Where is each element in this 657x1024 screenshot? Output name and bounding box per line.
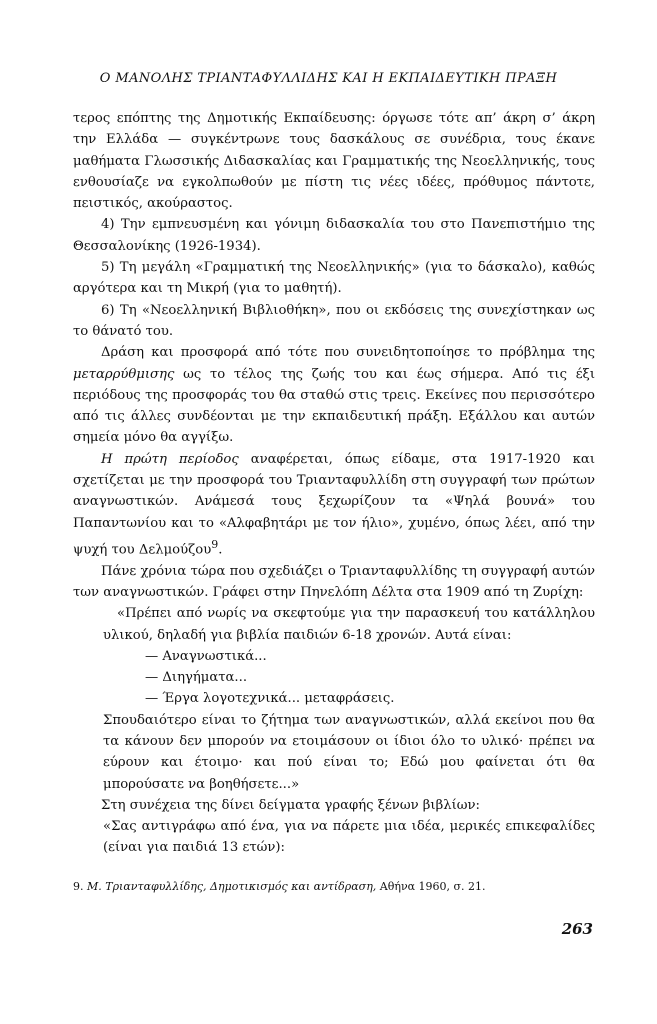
paragraph [73,449,595,561]
paragraph-text: αναφέρεται, όπως είδαμε, στα 1917-1920 και σχετίζεται με την προσφορά του Τριανταφυλλίδη στη συγγραφή των πρώτων αναγνωστικών. Ανάμεσά τους ξεχωρίζουν τα «Ψηλά βουνά» του Παπαντωνίου και το «Αλφαβητάρι με τον ήλιο», χυμένο, όπως λέει, από την ψυχή του Δελμούζου [73,451,595,558]
quote-dash-item: — Αναγνωστικά... [145,648,267,664]
list-item-4: 4) Την εμπνευσμένη και γόνιμη διδασκαλία του στο Πανεπιστήμιο της Θεσσαλονίκης (1926-1934). [73,217,595,254]
footnote-details: Αθήνα 1960, σ. 21. [379,880,486,893]
quote-paragraph: Σπουδαιότερο είναι το ζήτημα των αναγνωστικών, αλλά εκείνοι που θα τα κάνουν δεν μπορούν να ετοιμάσουν οι ίδιοι όλο το υλικό· πρέπει να εύρουν και έτοιμο· και πού είναι το; Εδώ μου φαίνεται ότι θα μπορούσατε να βοηθήσετε...» [103,712,595,792]
footnote-author: Μ. Τριανταφυλλίδης, [87,880,207,893]
footnote-title: Δημοτικισμός και αντίδραση, [210,880,377,893]
running-header: Ο ΜΑΝΟΛΗΣ ΤΡΙΑΝΤΑΦΥΛΛΙΔΗΣ ΚΑΙ Η ΕΚΠΑΙΔΕΥΤΙΚΗ ΠΡΑΞΗ [99,71,558,86]
list-item-6: 6) Τη «Νεοελληνική Βιβλιοθήκη», που οι εκδόσεις της συνεχίστηκαν ως το θάνατό του. [73,302,595,339]
list-item-5: 5) Τη μεγάλη «Γραμματική της Νεοελληνικής» (για το δάσκαλο), καθώς αργότερα και τη Μικρή (για το μαθητή). [73,260,595,297]
paragraph-text: Δράση και προσφορά από τότε που συνειδητοποίησε το πρόβλημα της [101,345,595,361]
quote-dash-item: — Διηγήματα... [145,670,248,686]
paragraph: Πάνε χρόνια τώρα που σχεδιάζει ο Τριανταφυλλίδης τη συγγραφή αυτών των αναγνωστικών. Γράφει στην Πηνελόπη Δέλτα στα 1909 από τη Ζυρίχη: [73,563,595,600]
body-text [73,108,595,859]
emphasis-text: μεταρρύθμισης [73,366,175,382]
page-number: 263 [561,920,593,938]
paragraph: τερος επόπτης της Δημοτικής Εκπαίδευσης: όργωσε τότε απ’ άκρη σ’ άκρη την Ελλάδα — συγκέντρωνε τους δασκάλους σε συνέδρια, τους έκανε μαθήματα Γλωσσικής Διδασκαλίας και Γραμματικής της Νεοελληνικής, τους ενθουσίαζε να εγκολπωθούν με πίστη τις νέες ιδέες, πρόθυμος πάντοτε, πειστικός, ακούραστος. [73,111,595,212]
quote-dash-item: — Έργα λογοτεχνικά... μεταφράσεις. [145,691,395,707]
paragraph [73,342,595,448]
emphasis-text: Η πρώτη περίοδος [101,451,239,467]
footnote-number: 9. [73,880,84,893]
quote-paragraph: «Σας αντιγράφω από ένα, για να πάρετε μια ιδέα, μερικές επικεφαλίδες (είναι για παιδιά 13 ετών): [103,819,595,856]
footnote [73,880,595,893]
paragraph-text: . [218,542,223,558]
paragraph-text: ως το τέλος της ζωής του και έως σήμερα. Από τις έξι περιόδους της προσφοράς του θα σταθώ στις τρεις. Εκείνες που περισσότερο από τις άλλες συνδέονται με την εκπαιδευτική πράξη. Εξάλλου και αυτών σημεία μόνο θα αγγίξω. [73,366,595,446]
footnote-marker: 9 [211,537,219,551]
quote-paragraph: «Πρέπει από νωρίς να σκεφτούμε για την παρασκευή του κατάλληλου υλικού, δηλαδή για βιβλία παιδιών 6-18 χρονών. Αυτά είναι: [103,606,595,643]
paragraph: Στη συνέχεια της δίνει δείγματα γραφής ξένων βιβλίων: [101,797,480,813]
